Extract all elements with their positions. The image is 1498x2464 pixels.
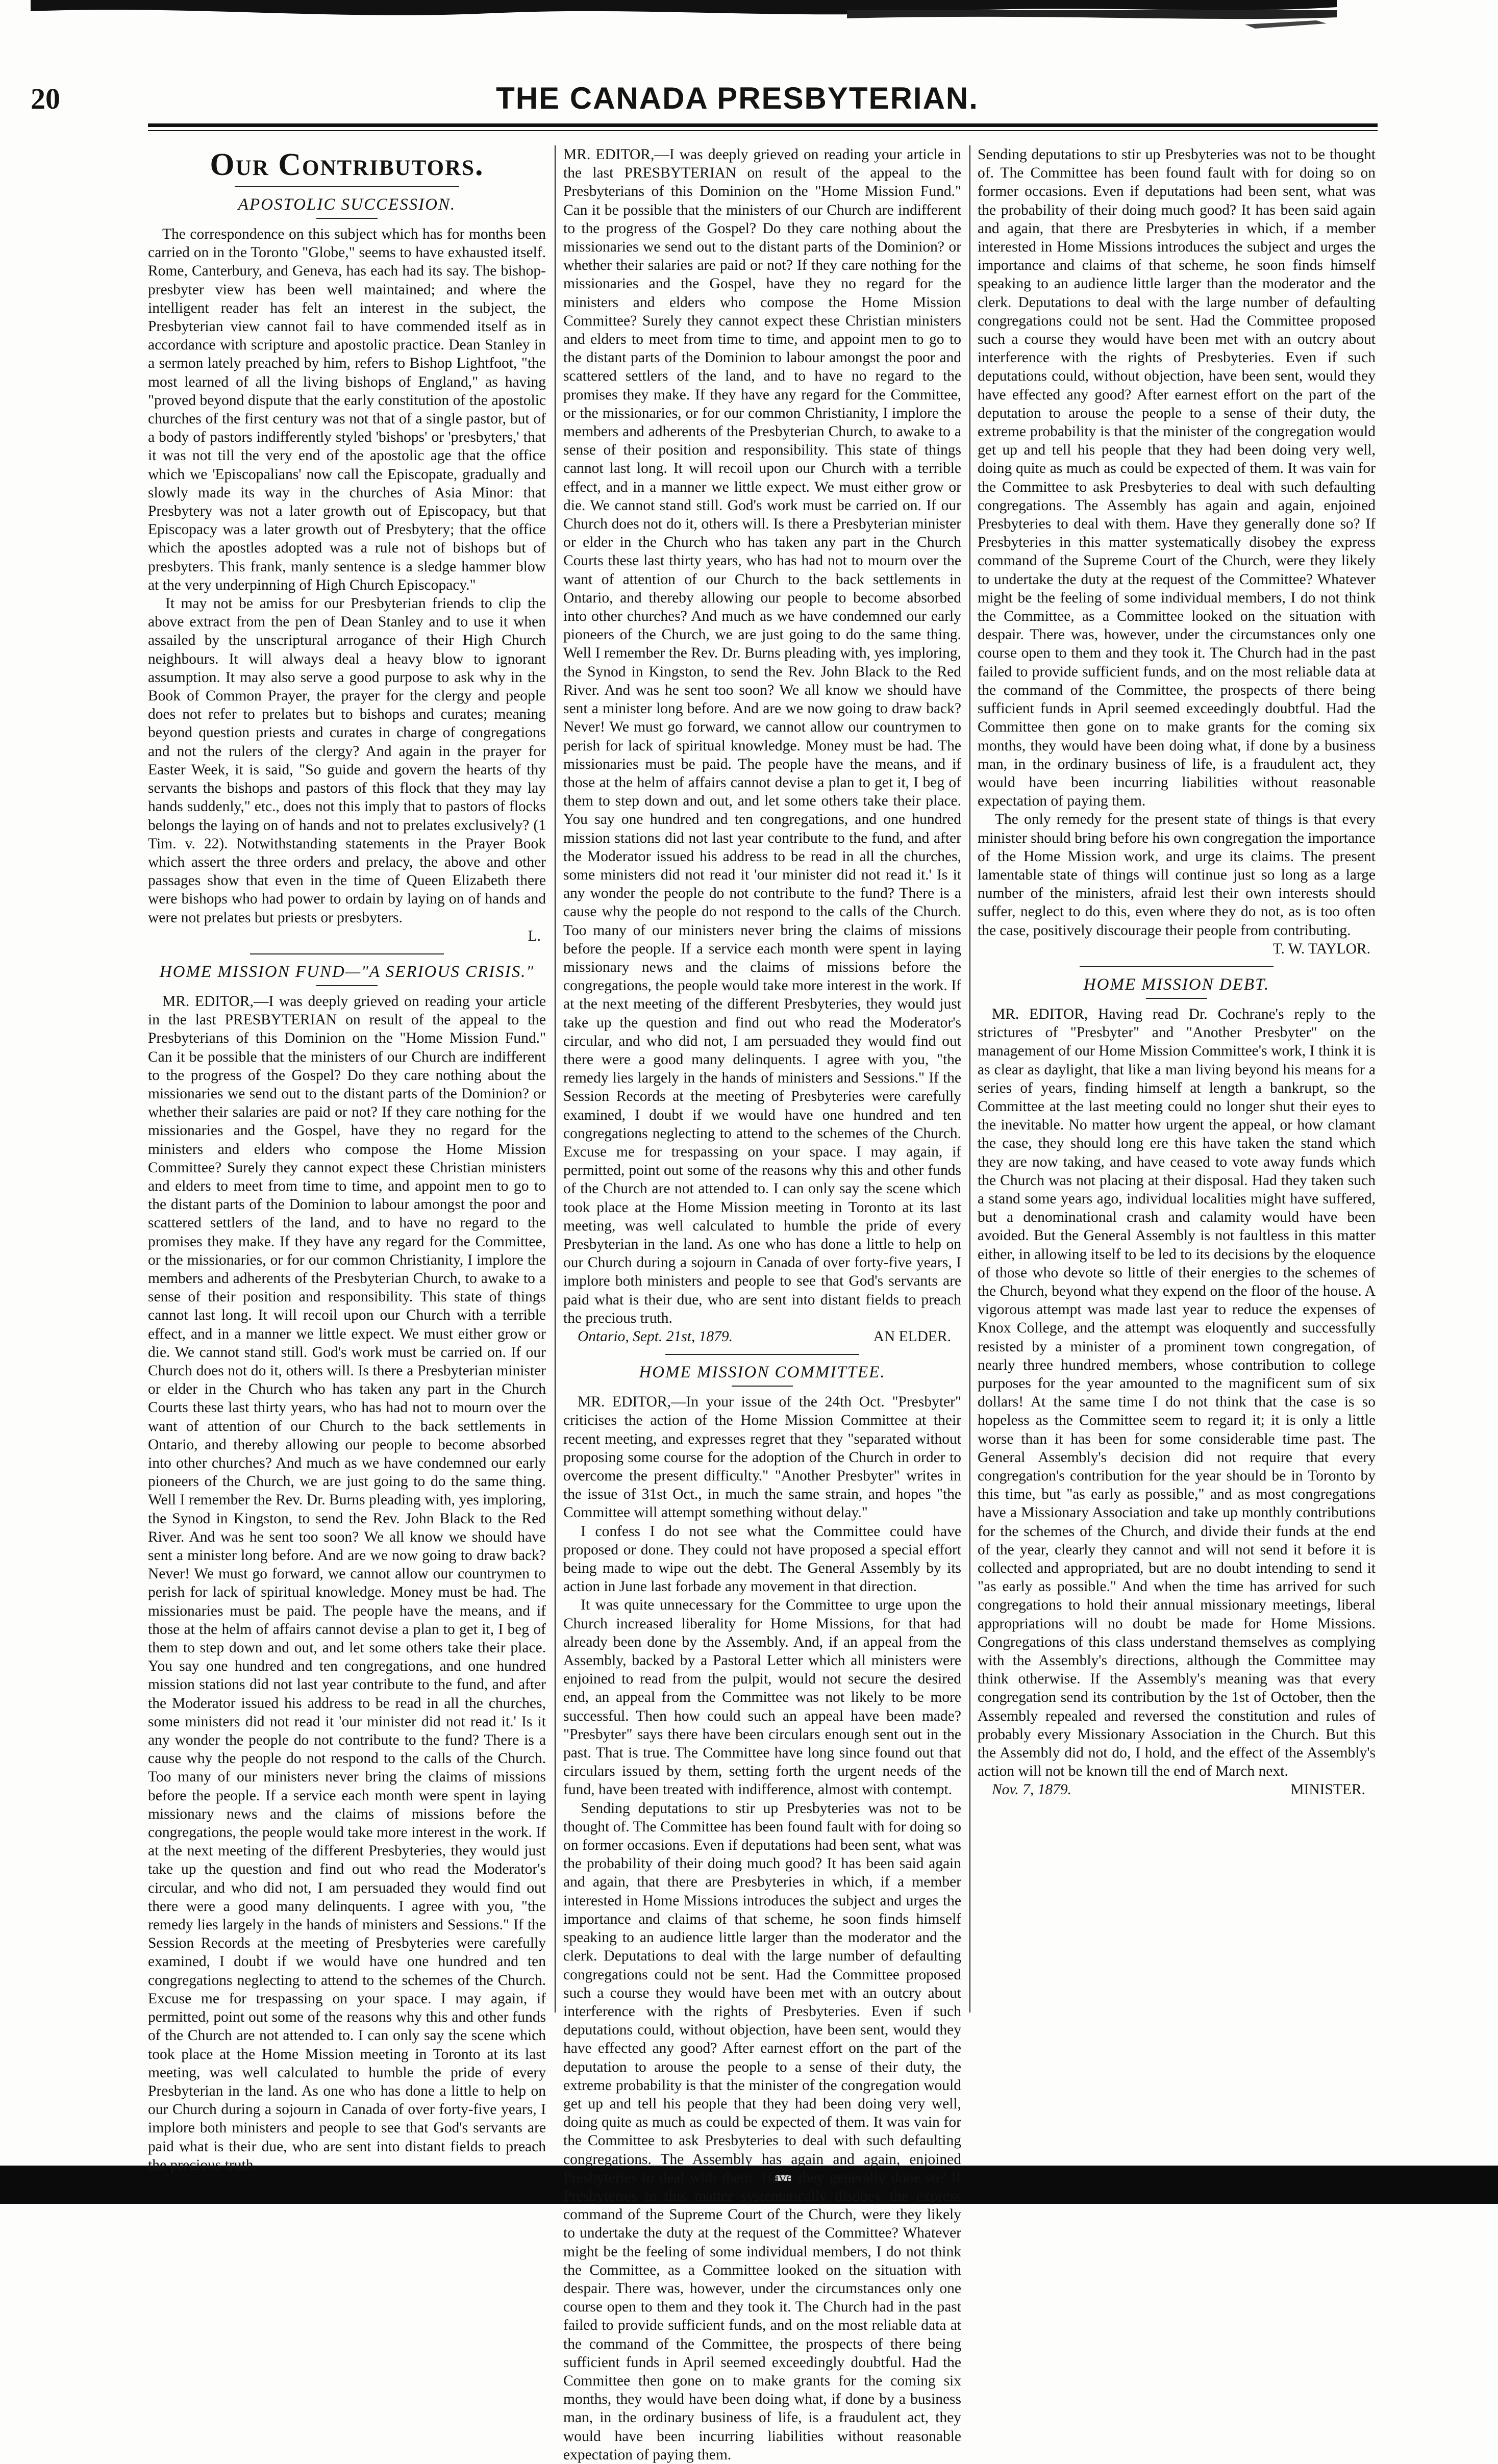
column-rule-1 — [555, 145, 556, 2013]
article-paragraph-continued: MR. EDITOR,—I was deeply grieved on reading your article in the last PRESBYTERIAN on result of the appeal to the Presbyterians of this Dominion on the "Home Mission Fund." Can it be possible that the ministers of our Church are indifferent to the progress of the Gospel? Do they care nothing about the missionaries we send out to the distant parts of the Dominion? or whether their salaries are paid or not? If they care nothing for the missionaries and the Gospel, have they no regard for the ministers and elders who compose the Home Mission Committee? Surely they cannot expect these Christian ministers and elders to meet from time to time, and appoint men to go to the distant parts of the Dominion to labour amongst the poor and scattered settlers of the land, and to have no regard to the promises they make. If they have any regard for the Committee, or the missionaries, or for our common Christianity, I implore the members and adherents of the Presbyterian Church, to awake to a sense of their position and responsibility. This state of things cannot last long. It will recoil upon our Church with a terrible effect, and in a manner we little expect. We must either grow or die. We cannot stand still. God's work must be carried on. If our Church does not do it, others will. Is there a Presbyterian minister or elder in the Church who has taken any part in the Church Courts these last thirty years, who has had not to mourn over the want of attention of our Church to the back settlements in Ontario, and thereby allowing our people to become absorbed into other churches? And much as we have condemned our early pioneers of the Church, we are just going to do the same thing. Well I remember the Rev. Dr. Burns pleading with, yes imploring, the Synod in Kingston, to send the Rev. John Black to the Red River. And was he sent too soon? We all know we should have sent a minister long before. And are we now going to draw back? Never! We must go forward, we cannot allow our countrymen to perish for lack of spiritual knowledge. Money must be had. The missionaries must be paid. The people have the means, and if those at the helm of affairs cannot devise a plan to get it, I beg of them to step down and out, and let some others take their place. You say one hundred and ten congregations, and one hundred mission stations did not last year contribute to the fund, and after the Moderator issued his address to be read in all the churches, some ministers did not read it 'our minister did not read it.' Is it any wonder the people do not contribute to the fund? There is a cause why the people do not respond to the calls of the Church. Too many of our ministers never bring the claims of missions before the people. If a service each month were spent in laying missionary news and the claims of missions before the congregations, the people would take more interest in the work. If at the next meeting of the different Presbyteries, they would just take up the question and find out who read the Moderator's circular, and who did not, I am persuaded they would find out there were a good many delinquents. I agree with you, "the remedy lies largely in the hands of ministers and Sessions." If the Session Records at the meeting of Presbyteries were carefully examined, I doubt if we would have one hundred and ten congregations neglecting to attend to the schemes of the Church. Excuse me for trespassing on your space. I may again, if permitted, point out some of the reasons why this and other funds of the Church are not attended to. I can only say the scene which took place at the Home Mission meeting in Toronto at its last meeting, was well calculated to humble the pride of every Presbyterian in the land. As one who has done a little to help on our Church during a sojourn in Canada of over forty-five years, I implore both ministers and people to see that God's servants are paid what is their due, who are sent into distant fields to preach the precious truth. — [563, 146, 961, 1326]
article-title-home-mission-committee: HOME MISSION COMMITTEE. — [639, 1363, 886, 1382]
title-separator — [235, 186, 459, 187]
article-separator — [1080, 966, 1274, 967]
article-title-home-mission-debt: HOME MISSION DEBT. — [1083, 975, 1270, 994]
article-paragraph: MR. EDITOR,—I was deeply grieved on reading your article in the last PRESBYTERIAN on result of the appeal to the Presbyterians of this Dominion on the "Home Mission Fund." Can it be possible that the ministers of our Church are indifferent to the progress of the Gospel? Do they care nothing about the missionaries we send out to the distant parts of the Dominion? or whether their salaries are paid or not? If they care nothing for the missionaries and the Gospel, have they no regard for the ministers and elders who compose the Home Mission Committee? Surely they cannot expect these Christian ministers and elders to meet from time to time, and appoint men to go to the distant parts of the Dominion to labour amongst the poor and scattered settlers of the land, and to have no regard to the promises they make. If they have any regard for the Committee, or the missionaries, or for our common Christianity, I implore the members and adherents of the Presbyterian Church, to awake to a sense of their position and responsibility. This state of things cannot last long. It will recoil upon our Church with a terrible effect, and in a manner we little expect. We must either grow or die. We cannot stand still. God's work must be carried on. If our Church does not do it, others will. Is there a Presbyterian minister or elder in the Church who has taken any part in the Church Courts these last thirty years, who has had not to mourn over the want of attention of our Church to the back settlements in Ontario, and thereby allowing our people to become absorbed into other churches? And much as we have condemned our early pioneers of the Church, we are just going to do the same thing. Well I remember the Rev. Dr. Burns pleading with, yes imploring, the Synod in Kingston, to send the Rev. John Black to the Red River. And was he sent too soon? We all know we should have sent a minister long before. And are we now going to draw back? Never! We must go forward, we cannot allow our countrymen to perish for lack of spiritual knowledge. Money must be had. The missionaries must be paid. The people have the means, and if those at the helm of affairs cannot devise a plan to get it, I beg of them to step down and out, and let some others take their place. You say one hundred and ten congregations, and one hundred mission stations did not last year contribute to the fund, and after the Moderator issued his address to be read in all the churches, some ministers did not read it 'our minister did not read it.' Is it any wonder the people do not contribute to the fund? There is a cause why the people do not respond to the calls of the Church. Too many of our ministers never bring the claims of missions before the people. If a service each month were spent in laying missionary news and the claims of missions before the congregations, the people would take more interest in the work. If at the next meeting of the different Presbyteries, they would just take up the question and find out who read the Moderator's circular, and who did not, I am persuaded they would find out there were a good many delinquents. I agree with you, "the remedy lies largely in the hands of ministers and Sessions." If the Session Records at the meeting of Presbyteries were carefully examined, I doubt if we would have one hundred and ten congregations neglecting to attend to the schemes of the Church. Excuse me for trespassing on your space. I may again, if permitted, point out some of the reasons why this and other funds of the Church are not attended to. I can only say the scene which took place at the Home Mission meeting in Toronto at its last meeting, was well calculated to humble the pride of every Presbyterian in the land. As one who has done a little to help on our Church during a sojourn in Canada of over forty-five years, I implore both ministers and people to see that God's servants are paid what is their due, who are sent into distant fields to preach the precious truth. — [148, 993, 546, 2173]
article-paragraph: MR. EDITOR, Having read Dr. Cochrane's reply to the strictures of "Presbyter" and "Another Presbyter" on the management of our Home Mission Committee's work, I think it is as clear as daylight, that like a man living beyond his means for a series of years, finding himself at length a bankrupt, so the Committee at the last meeting could no longer shut their eyes to the inevitable. No matter how urgent the appeal, or how clamant the case, they should long ere this have taken the stand which they are now taking, and have ceased to vote away funds which the Church was not placing at their disposal. Had they taken such a stand some years ago, individual localities might have suffered, but a denominational crash and calamity would have been avoided. But the General Assembly is not faultless in this matter either, in allowing itself to be led to its decisions by the eloquence of those who devote so little of their energies to the schemes of the Church, beyond what they expend on the floor of the house. A vigorous attempt was made last year to reduce the expenses of Knox College, and the attempt was eloquently and successfully resisted by a minister of a prominent town congregation, of nearly three hundred members, whose contribution to college purposes for the year amounted to the magnificent sum of six dollars! At the same time I do not think that the case is so hopeless as the Committee seem to regard it; it is only a little worse than it has been for some considerable time past. The General Assembly's decision did not require that every congregation's contribution for the year should be in Toronto by this time, but "as early as possible," and as most congregations have a Missionary Association and take up monthly contributions for the schemes of the Church, and divide their funds at the end of the year, clearly they cannot and will not send it before it is collected and appropriated, but are no doubt intending to send it "as early as possible." And when the time has arrived for such congregations to hold their annual missionary meetings, liberal appropriations will no doubt be made for Home Missions. Congregations of this class understand themselves as complying with the Assembly's directions, although the Committee may think otherwise. If the Assembly's meaning was that every congregation send its contribution by the 1st of October, then the Assembly repealed and reversed the constitution and rules of probably every Missionary Association in the Church. But this the Assembly did not do, I hold, and the effect of the Assembly's action will not be known till the end of March next. — [978, 1005, 1376, 1780]
article-paragraph: MR. EDITOR,—In your issue of the 24th Oct. "Presbyter" criticises the action of the Home Mission Committee at their recent meeting, and expresses regret that they "separated without proposing some course for the adoption of the Church in order to overcome the present difficulty." "Another Presbyter" writes in the issue of 31st Oct., in much the same strain, and hopes "the Committee will attempt something without delay." — [563, 1394, 961, 1521]
divider — [1146, 998, 1207, 999]
signature-name: L. — [528, 927, 541, 944]
divider — [316, 218, 378, 219]
article-title-home-mission-fund: HOME MISSION FUND—"A SERIOUS CRISIS." — [159, 962, 535, 981]
masthead: THE CANADA PRESBYTERIAN. — [496, 81, 979, 115]
page-header — [31, 77, 1444, 128]
column-rule-2 — [969, 145, 970, 2013]
signature-name: MINISTER. — [1290, 1781, 1365, 1798]
article-paragraph: The only remedy for the present state of things is that every minister should bring before his own congregation the importance of the Home Mission work, and urge its claims. The present lamentable state of things will continue just so long as a large number of the ministers, afraid lest their own interests should suffer, neglect to do this, even where they do not, as is too often the case, positively discourage their people from contributing. — [978, 811, 1376, 939]
article-signature — [978, 940, 1376, 958]
article-paragraph: Sending deputations to stir up Presbyteries was not to be thought of. The Committee has been found fault with for doing so on former occasions. Even if deputations had been sent, what was the probability of their doing much good? It has been said again and again, that there are Presbyteries in which, if a member interested in Home Missions introduces the subject and urges the importance and claims of that scheme, he soon finds himself speaking to an audience little larger than the moderator and the clerk. Deputations to deal with the large number of defaulting congregations could not be sent. Had the Committee proposed such a course they would have been met with an outcry about interference with the rights of Presbyteries. Even if such deputations could, without objection, have been sent, would they have effected any good? After earnest effort on the part of the deputation to arouse the people to a sense of their duty, the extreme probability is that the minister of the congregation would get up and tell his people that they had been doing very well, doing quite as much as could be expected of them. It was vain for the Committee to ask Presbyteries to deal with such defaulting congregations. The Assembly has again and again, enjoined Presbyteries to deal with them. Have they generally done so? If Presbyteries in this matter systematically disobey the express command of the Supreme Court of the Church, were they likely to undertake the duty at the request of the Committee? Whatever might be the feeling of some individual members, I do not think the Committee, as a Committee looked on the situation with despair. There was, however, under the circumstances only one course open to them and they took it. The Church had in the past failed to provide sufficient funds, and on the most reliable data at the command of the Committee, the prospects of there being sufficient funds in April seemed exceedingly doubtful. Had the Committee then gone on to make grants for the coming six months, they would have been doing what, if done by a business man, in the ordinary business of life, is a fraudulent act, they would have been incurring liabilities without reasonable expectation of paying them. — [563, 1800, 961, 2463]
scan-edge-top — [31, 0, 1337, 31]
article-paragraph: I confess I do not see what the Committee could have proposed or done. They could not have proposed a special effort being made to wipe out the debt. The General Assembly by its action in June last forbade any movement in that direction. — [563, 1523, 961, 1595]
article-signature — [978, 1780, 1376, 1799]
divider — [316, 985, 378, 986]
article-paragraph: The correspondence on this subject which has for months been carried on in the Toronto "Globe," seems to have exhausted itself. Rome, Canterbury, and Geneva, has each had its say. The bishop-presbyter view has been well maintained; and where the intelligent reader has felt an interest in the subject, the Presbyterian view cannot fail to have commended itself as in accordance with scripture and apostolic practice. Dean Stanley in a sermon lately preached by him, refers to Bishop Lightfoot, "the most learned of all the living bishops of England," as having "proved beyond dispute that the early constitution of the apostolic churches of the first century was not that of a single pastor, but of a body of pastors indifferently styled 'bishops' or 'presbyters,' that it was not till the very end of the apostolic age that the office which we 'Episcopalians' now call the Episcopate, gradually and slowly made its way in the churches of Asia Minor: that Presbytery was not a later growth out of Episcopacy, but that Episcopacy was a later growth out of Presbytery; that the office which the apostles adopted was a rule not of bishops but of presbyters. This frank, manly sentence is a sledge hammer blow at the very underpinning of High Church Episcopacy." — [148, 226, 546, 593]
article-signature — [563, 1327, 961, 1346]
signature-place: Ontario, Sept. 21st, 1879. — [578, 1328, 733, 1345]
article-paragraph-continued: Sending deputations to stir up Presbyteries was not to be thought of. The Committee has been found fault with for doing so on former occasions. Even if deputations had been sent, what was the probability of their doing much good? It has been said again and again, that there are Presbyteries in which, if a member interested in Home Missions introduces the subject and urges the importance and claims of that scheme, he soon finds himself speaking to an audience little larger than the moderator and the clerk. Deputations to deal with the large number of defaulting congregations could not be sent. Had the Committee proposed such a course they would have been met with an outcry about interference with the rights of Presbyteries. Even if such deputations could, without objection, have been sent, would they have effected any good? After earnest effort on the part of the deputation to arouse the people to a sense of their duty, the extreme probability is that the minister of the congregation would get up and tell his people that they had been doing very well, doing quite as much as could be expected of them. It was vain for the Committee to ask Presbyteries to deal with such defaulting congregations. The Assembly has again and again, enjoined Presbyteries to deal with them. Have they generally done so? If Presbyteries in this matter systematically disobey the express command of the Supreme Court of the Church, were they likely to undertake the duty at the request of the Committee? Whatever might be the feeling of some individual members, I do not think the Committee, as a Committee looked on the situation with despair. There was, however, under the circumstances only one course open to them and they took it. The Church had in the past failed to provide sufficient funds, and on the most reliable data at the command of the Committee, the prospects of there being sufficient funds in April seemed exceedingly doubtful. Had the Committee then gone on to make grants for the coming six months, they would have been doing what, if done by a business man, in the ordinary business of life, is a fraudulent act, they would have been incurring liabilities without reasonable expectation of paying them. — [978, 146, 1376, 810]
article-paragraph: It was quite unnecessary for the Committee to urge upon the Church increased liberality for Home Missions, for that had already been done by the Assembly. And, if an appeal from the Assembly, backed by a Pastoral Letter which all ministers were enjoined to read from the pulpit, would not secure the desired end, an appeal from the Committee was not likely to be more successful. Then how could such an appeal have been made? "Presbyter" says there have been circulars enough sent out in the past. That is true. The Committee have long since found out that circulars issued by them, setting forth the urgent needs of the fund, have been treated with indifference, almost with contempt. — [563, 1597, 961, 1798]
article-paragraph: It may not be amiss for our Presbyterian friends to clip the above extract from the pen of Dean Stanley and to use it when assailed by the unscriptural arrogance of their High Church neighbours. It will always deal a heavy blow to ignorant assumption. It may also serve a good purpose to ask why in the Book of Common Prayer, the prayer for the clergy and people does not refer to prelates but to bishops and curates; meaning beyond question priests and curates in charge of congregations and not the rulers of the clergy? And again in the prayer for Easter Week, it is said, "So guide and govern the hearts of thy servants the bishops and pastors of this flock that they may lay hands suddenly," etc., does not this imply that to pastors of flocks belongs the laying on of hands and not to prelates exclusively? (1 Tim. v. 22). Notwithstanding statements in the Prayer Book which assert the three orders and prelacy, the above and other passages show that even in the time of Queen Elizabeth there were bishops who had power to ordain by laying on of hands and were not prelates but priests or presbyters. — [148, 595, 546, 926]
section-title: Our Contributors. — [210, 147, 484, 182]
header-rule — [148, 123, 1378, 127]
page-number: 20 — [31, 82, 60, 115]
header-rule-thin — [148, 130, 1378, 131]
column-3 — [978, 145, 1376, 2028]
column-2 — [563, 145, 961, 2463]
signature-name: AN ELDER. — [873, 1328, 951, 1345]
article-title-apostolic-succession: APOSTOLIC SUCCESSION. — [238, 195, 456, 214]
signature-name: T. W. TAYLOR. — [1272, 940, 1370, 957]
signature-place: Nov. 7, 1879. — [992, 1781, 1071, 1798]
article-signature — [148, 927, 546, 945]
article-separator — [665, 1354, 859, 1355]
column-1 — [148, 145, 546, 2173]
divider — [732, 1386, 793, 1387]
article-separator — [250, 953, 444, 954]
